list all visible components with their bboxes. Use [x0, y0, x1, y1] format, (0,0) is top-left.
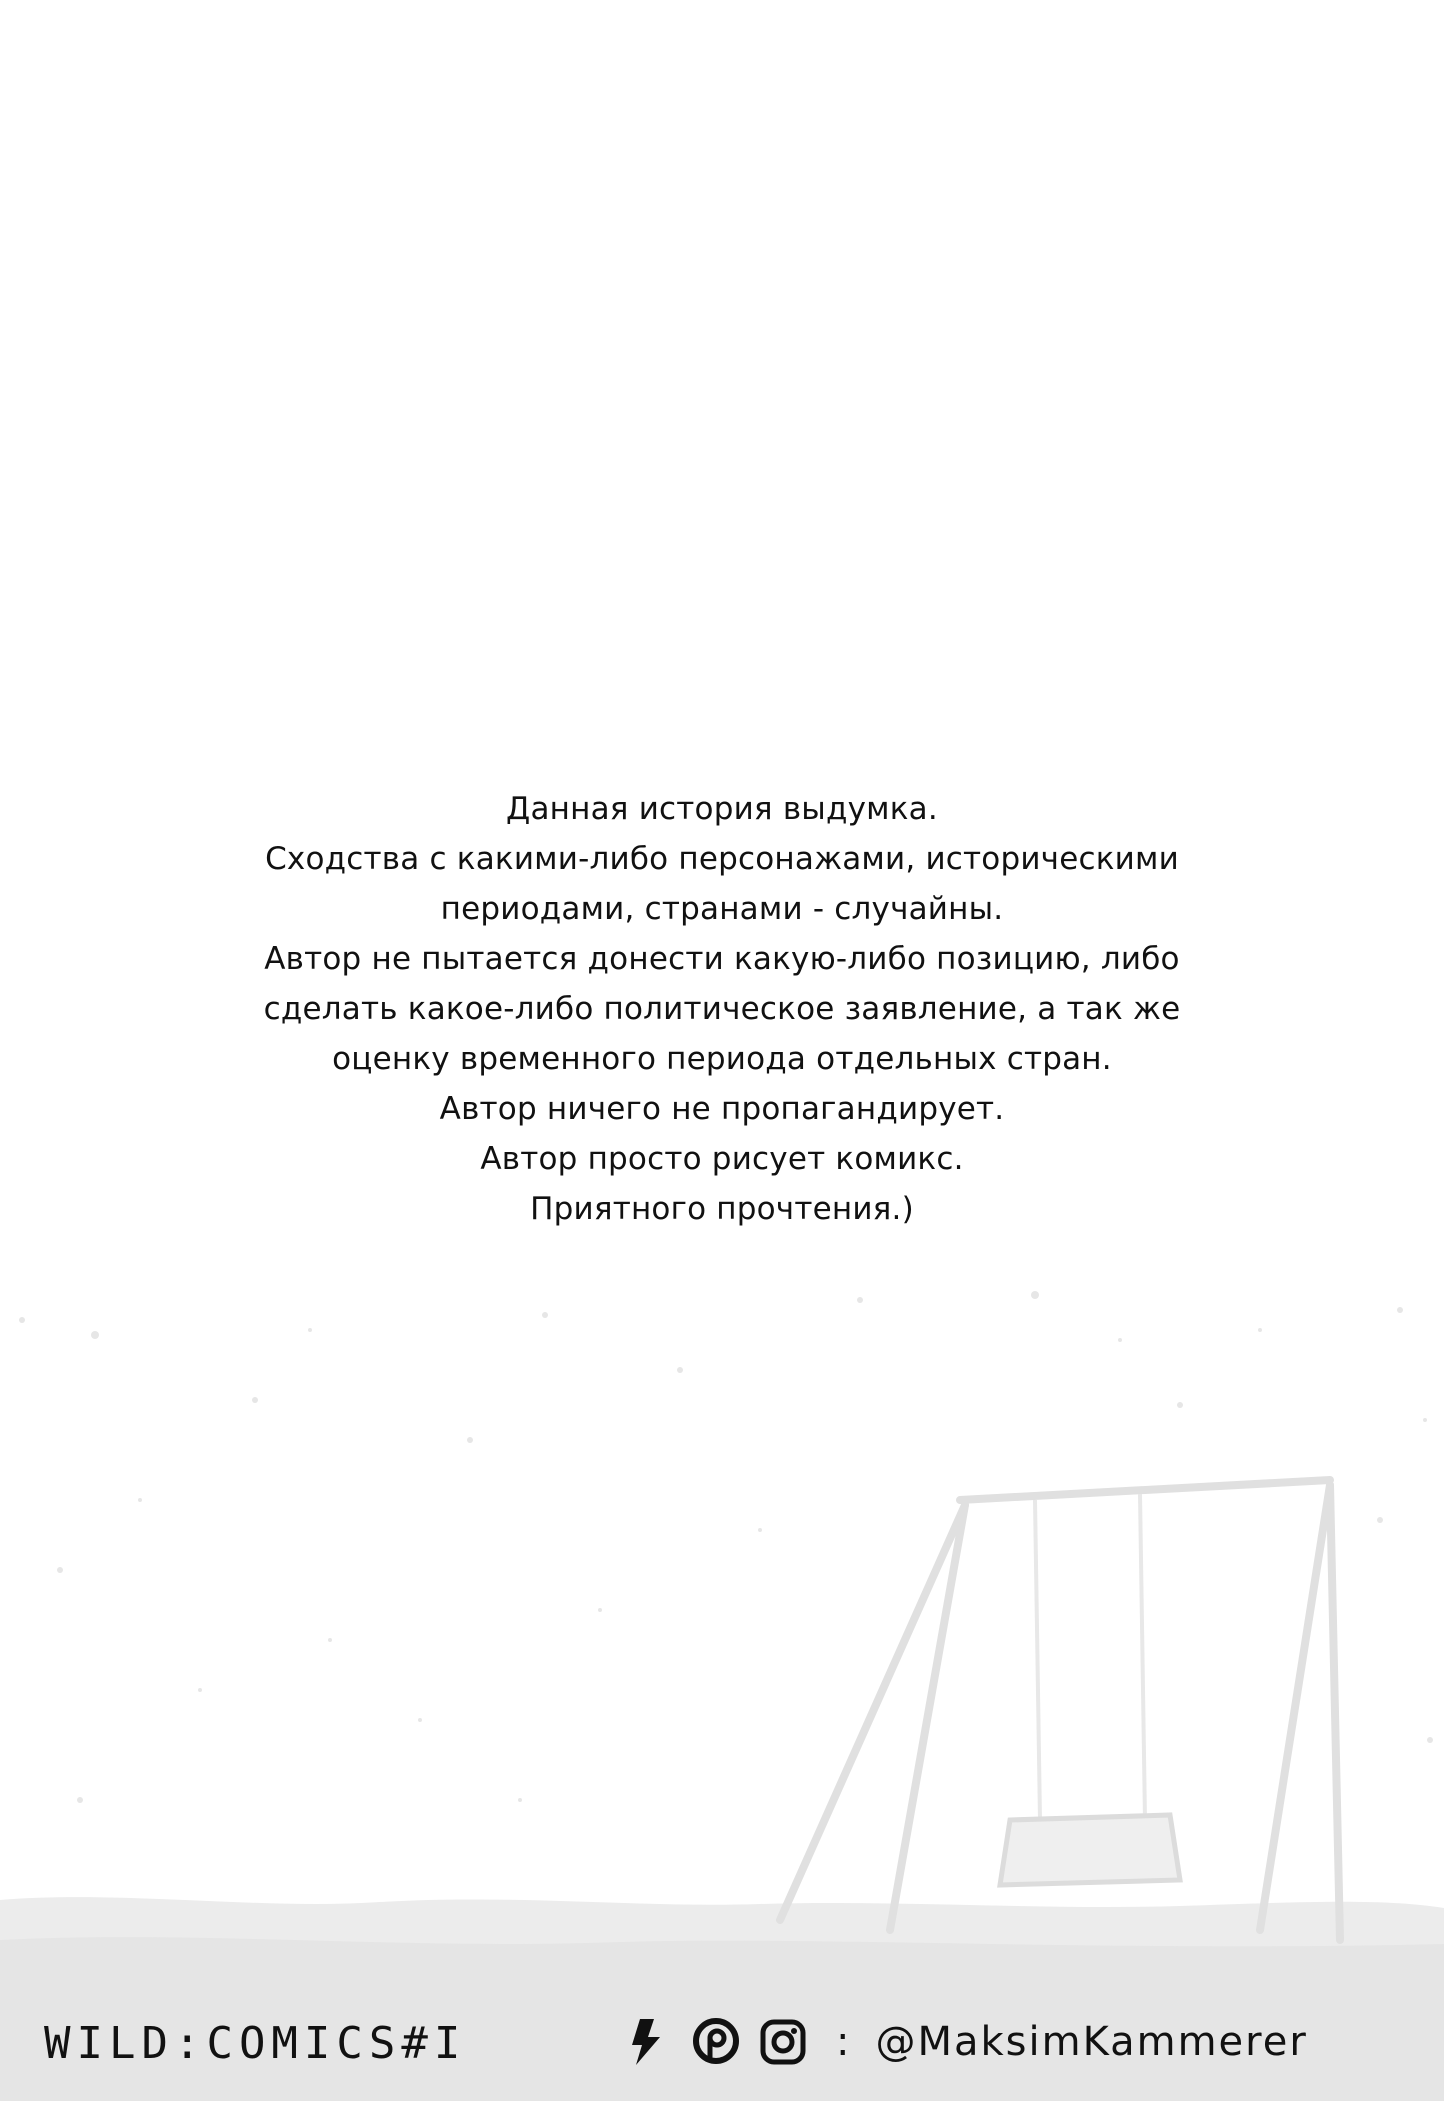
- swing-illustration: [740, 1460, 1380, 1960]
- author-handle[interactable]: @MaksimKammerer: [875, 2019, 1308, 2065]
- instagram-icon[interactable]: [758, 2015, 808, 2069]
- disclaimer-line: сделать какое-либо политическое заявление, а так же: [263, 991, 1181, 1027]
- disclaimer-line: Сходства с какими-либо персонажами, историческими: [265, 841, 1179, 877]
- handle-separator: :: [836, 2019, 850, 2065]
- disclaimer-text: [172, 784, 1272, 1234]
- social-links: [622, 2010, 1308, 2074]
- disclaimer-line: периодами, странами - случайны.: [440, 891, 1004, 927]
- disclaimer-line: Автор ничего не пропагандирует.: [439, 1091, 1005, 1127]
- series-label: WILD:COMICS#I: [44, 2018, 467, 2069]
- boosty-icon[interactable]: [622, 2015, 672, 2069]
- disclaimer-line: Данная история выдумка.: [506, 791, 938, 827]
- patreon-icon[interactable]: [690, 2015, 740, 2069]
- disclaimer-line: Приятного прочтения.): [530, 1191, 914, 1227]
- disclaimer-line: оценку временного периода отдельных стран.: [332, 1041, 1112, 1077]
- disclaimer-line: Автор просто рисует комикс.: [480, 1141, 964, 1177]
- disclaimer-line: Автор не пытается донести какую-либо позицию, либо: [264, 941, 1180, 977]
